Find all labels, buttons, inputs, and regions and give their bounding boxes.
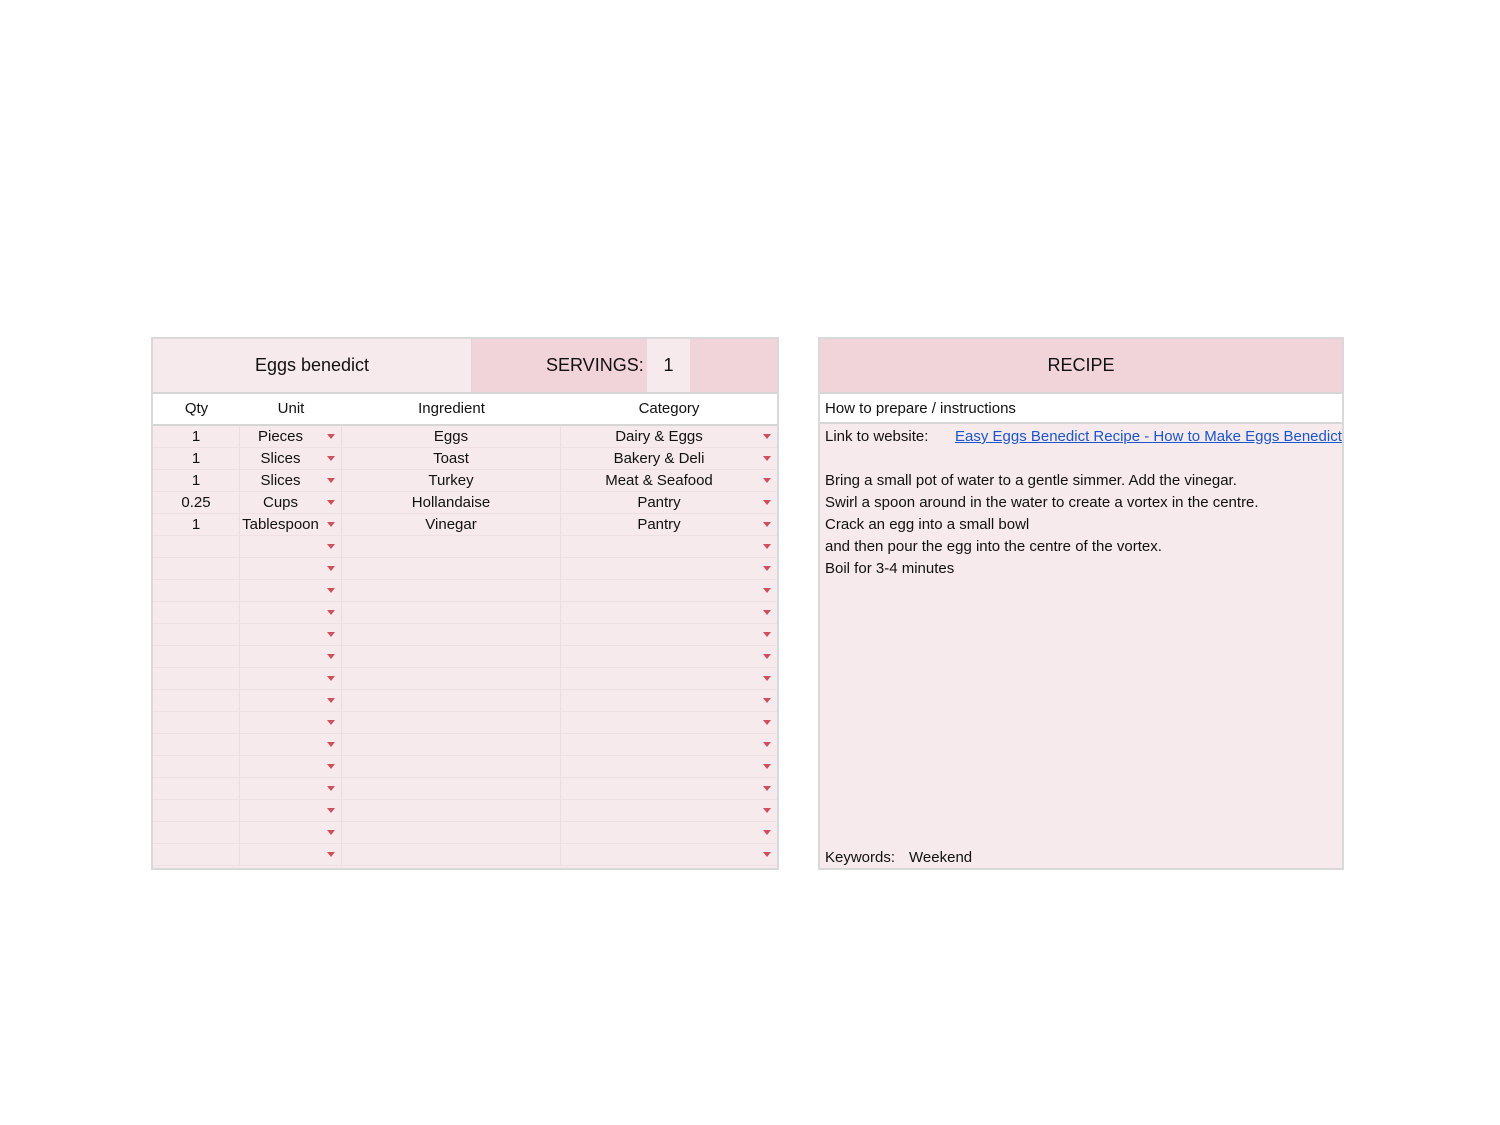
unit-dropdown[interactable]: [240, 646, 342, 667]
category-dropdown[interactable]: [561, 800, 777, 821]
ingredient-value: Turkey: [428, 472, 474, 489]
dropdown-arrow-icon[interactable]: [327, 478, 335, 483]
ingredient-row: [153, 492, 777, 514]
unit-dropdown[interactable]: [240, 602, 342, 623]
unit-dropdown[interactable]: [240, 668, 342, 689]
dropdown-arrow-icon[interactable]: [763, 632, 771, 637]
unit-dropdown[interactable]: [240, 734, 342, 755]
qty-cell[interactable]: [153, 712, 240, 733]
dropdown-arrow-icon[interactable]: [763, 720, 771, 725]
dropdown-arrow-icon[interactable]: [327, 632, 335, 637]
ingredient-cell[interactable]: [342, 712, 561, 733]
unit-dropdown[interactable]: [240, 712, 342, 733]
unit-dropdown[interactable]: [240, 470, 342, 491]
qty-cell[interactable]: [153, 646, 240, 667]
ingredient-row: [153, 536, 777, 558]
dropdown-arrow-icon[interactable]: [763, 478, 771, 483]
category-dropdown[interactable]: [561, 580, 777, 601]
ingredient-row: [153, 690, 777, 712]
category-dropdown[interactable]: [561, 822, 777, 843]
ingredient-value: Hollandaise: [411, 494, 491, 511]
qty-cell[interactable]: [153, 624, 240, 645]
dropdown-arrow-icon[interactable]: [327, 522, 335, 527]
dropdown-arrow-icon[interactable]: [763, 742, 771, 747]
unit-value: Pieces: [257, 428, 304, 445]
category-dropdown[interactable]: [561, 734, 777, 755]
category-dropdown[interactable]: [561, 690, 777, 711]
keywords-value[interactable]: Weekend: [909, 849, 973, 866]
dropdown-arrow-icon[interactable]: [763, 698, 771, 703]
ingredient-row: [153, 756, 777, 778]
dropdown-arrow-icon[interactable]: [327, 742, 335, 747]
instruction-step: and then pour the egg into the centre of the vortex.: [825, 538, 1162, 555]
qty-cell[interactable]: [153, 426, 240, 447]
category-dropdown[interactable]: [561, 426, 777, 447]
ingredient-row: [153, 734, 777, 756]
ingredient-value: Vinegar: [425, 516, 477, 533]
dropdown-arrow-icon[interactable]: [327, 852, 335, 857]
qty-cell[interactable]: [153, 756, 240, 777]
category-dropdown[interactable]: [561, 558, 777, 579]
ingredient-row: [153, 624, 777, 646]
qty-cell[interactable]: [153, 778, 240, 799]
qty-cell[interactable]: [153, 514, 240, 535]
link-label: Link to website:: [825, 428, 929, 445]
ingredient-column-header: Ingredient: [418, 400, 485, 417]
ingredient-row: [153, 470, 777, 492]
dropdown-arrow-icon[interactable]: [327, 500, 335, 505]
ingredient-row: [153, 448, 777, 470]
ingredient-cell[interactable]: [342, 734, 561, 755]
dropdown-arrow-icon[interactable]: [763, 610, 771, 615]
dropdown-arrow-icon[interactable]: [327, 764, 335, 769]
unit-dropdown[interactable]: [240, 514, 342, 535]
qty-cell[interactable]: [153, 690, 240, 711]
unit-dropdown[interactable]: [240, 558, 342, 579]
dropdown-arrow-icon[interactable]: [763, 588, 771, 593]
ingredient-value: Toast: [433, 450, 469, 467]
ingredient-cell[interactable]: [342, 690, 561, 711]
unit-dropdown[interactable]: [240, 448, 342, 469]
ingredient-cell[interactable]: [342, 844, 561, 865]
qty-value: 1: [191, 472, 201, 489]
ingredient-row: [153, 712, 777, 734]
dropdown-arrow-icon[interactable]: [763, 852, 771, 857]
dropdown-arrow-icon[interactable]: [763, 456, 771, 461]
dropdown-arrow-icon[interactable]: [327, 434, 335, 439]
ingredient-cell[interactable]: [342, 756, 561, 777]
ingredient-row: [153, 426, 777, 448]
ingredient-row: [153, 646, 777, 668]
unit-value: Tablespoon: [242, 516, 319, 533]
ingredient-row: [153, 844, 777, 866]
dropdown-arrow-icon[interactable]: [327, 786, 335, 791]
ingredient-row: [153, 558, 777, 580]
recipe-title-cell[interactable]: Eggs benedict: [153, 339, 472, 392]
unit-column-header: Unit: [277, 400, 305, 417]
category-value: Pantry: [637, 516, 681, 533]
category-dropdown[interactable]: [561, 470, 777, 491]
servings-label: SERVINGS:: [546, 355, 644, 375]
qty-cell[interactable]: [153, 602, 240, 623]
category-dropdown[interactable]: [561, 646, 777, 667]
unit-dropdown[interactable]: [240, 690, 342, 711]
dropdown-arrow-icon[interactable]: [327, 676, 335, 681]
ingredient-row: [153, 822, 777, 844]
ingredient-row: [153, 668, 777, 690]
dropdown-arrow-icon[interactable]: [763, 808, 771, 813]
ingredient-cell[interactable]: [342, 624, 561, 645]
category-dropdown[interactable]: [561, 492, 777, 513]
ingredient-cell[interactable]: [342, 470, 561, 491]
dropdown-arrow-icon[interactable]: [763, 434, 771, 439]
unit-dropdown[interactable]: [240, 822, 342, 843]
dropdown-arrow-icon[interactable]: [327, 566, 335, 571]
qty-cell[interactable]: [153, 844, 240, 865]
recipe-website-link[interactable]: Easy Eggs Benedict Recipe - How to Make Eggs Benedict: [955, 428, 1342, 445]
category-dropdown[interactable]: [561, 602, 777, 623]
website-link-row: [820, 426, 1342, 448]
category-dropdown[interactable]: [561, 514, 777, 535]
category-dropdown[interactable]: [561, 668, 777, 689]
qty-value: 0.25: [181, 494, 211, 511]
category-dropdown[interactable]: [561, 756, 777, 777]
dropdown-arrow-icon[interactable]: [327, 698, 335, 703]
qty-cell[interactable]: [153, 492, 240, 513]
unit-value: Slices: [260, 450, 301, 467]
ingredient-cell[interactable]: [342, 822, 561, 843]
unit-dropdown[interactable]: [240, 624, 342, 645]
dropdown-arrow-icon[interactable]: [763, 654, 771, 659]
qty-value: 1: [191, 450, 201, 467]
servings-area: [472, 339, 777, 392]
ingredient-cell[interactable]: [342, 426, 561, 447]
category-value: Meat & Seafood: [605, 472, 713, 489]
qty-value: 1: [191, 516, 201, 533]
ingredient-cell[interactable]: [342, 448, 561, 469]
instruction-step: Bring a small pot of water to a gentle simmer. Add the vinegar.: [825, 472, 1237, 489]
ingredient-cell[interactable]: [342, 580, 561, 601]
dropdown-arrow-icon[interactable]: [763, 566, 771, 571]
dropdown-arrow-icon[interactable]: [327, 610, 335, 615]
qty-cell[interactable]: [153, 734, 240, 755]
keywords-row: [825, 847, 972, 869]
unit-dropdown[interactable]: [240, 800, 342, 821]
dropdown-arrow-icon[interactable]: [763, 544, 771, 549]
recipe-panel-header: RECIPE: [820, 339, 1342, 394]
dropdown-arrow-icon[interactable]: [327, 830, 335, 835]
dropdown-arrow-icon[interactable]: [763, 764, 771, 769]
instructions-title: How to prepare / instructions: [820, 394, 1342, 424]
unit-value: Slices: [260, 472, 301, 489]
unit-dropdown[interactable]: [240, 756, 342, 777]
qty-cell[interactable]: [153, 822, 240, 843]
instruction-step: Swirl a spoon around in the water to create a vortex in the centre.: [825, 494, 1259, 511]
category-dropdown[interactable]: [561, 448, 777, 469]
ingredient-row: [153, 778, 777, 800]
unit-dropdown[interactable]: [240, 844, 342, 865]
ingredient-row: [153, 602, 777, 624]
ingredient-cell[interactable]: [342, 536, 561, 557]
qty-column-header: Qty: [184, 400, 209, 417]
recipe-title-bar: [153, 339, 777, 394]
dropdown-arrow-icon[interactable]: [763, 676, 771, 681]
ingredient-cell[interactable]: [342, 778, 561, 799]
unit-dropdown[interactable]: [240, 778, 342, 799]
dropdown-arrow-icon[interactable]: [327, 720, 335, 725]
category-dropdown[interactable]: [561, 778, 777, 799]
dropdown-arrow-icon[interactable]: [763, 786, 771, 791]
unit-value: Cups: [262, 494, 299, 511]
qty-cell[interactable]: [153, 800, 240, 821]
category-column-header: Category: [638, 400, 700, 417]
category-value: Bakery & Deli: [613, 450, 705, 467]
ingredient-cell[interactable]: [342, 514, 561, 535]
dropdown-arrow-icon[interactable]: [327, 808, 335, 813]
instruction-step: Boil for 3-4 minutes: [825, 560, 955, 577]
instruction-step: Crack an egg into a small bowl: [825, 516, 1030, 533]
category-dropdown[interactable]: [561, 844, 777, 865]
dropdown-arrow-icon[interactable]: [763, 830, 771, 835]
recipe-panel: [818, 337, 1344, 870]
dropdown-arrow-icon[interactable]: [327, 654, 335, 659]
ingredients-table-body: [153, 426, 777, 866]
qty-cell[interactable]: [153, 470, 240, 491]
category-dropdown[interactable]: [561, 536, 777, 557]
qty-cell[interactable]: [153, 558, 240, 579]
keywords-label: Keywords:: [825, 849, 896, 866]
dropdown-arrow-icon[interactable]: [763, 500, 771, 505]
servings-value-cell[interactable]: 1: [647, 339, 690, 392]
dropdown-arrow-icon[interactable]: [327, 456, 335, 461]
category-dropdown[interactable]: [561, 712, 777, 733]
ingredient-cell[interactable]: [342, 558, 561, 579]
unit-dropdown[interactable]: [240, 536, 342, 557]
qty-cell[interactable]: [153, 580, 240, 601]
dropdown-arrow-icon[interactable]: [763, 522, 771, 527]
ingredient-row: [153, 580, 777, 602]
qty-value: 1: [191, 428, 201, 445]
ingredient-row: [153, 514, 777, 536]
category-value: Dairy & Eggs: [615, 428, 703, 445]
ingredient-cell[interactable]: [342, 800, 561, 821]
unit-dropdown[interactable]: [240, 580, 342, 601]
ingredient-value: Eggs: [433, 428, 469, 445]
instruction-steps[interactable]: [825, 470, 1340, 580]
unit-dropdown[interactable]: [240, 426, 342, 447]
dropdown-arrow-icon[interactable]: [327, 544, 335, 549]
qty-cell[interactable]: [153, 536, 240, 557]
dropdown-arrow-icon[interactable]: [327, 588, 335, 593]
category-dropdown[interactable]: [561, 624, 777, 645]
qty-cell[interactable]: [153, 668, 240, 689]
category-value: Pantry: [637, 494, 681, 511]
ingredient-cell[interactable]: [342, 492, 561, 513]
ingredient-cell[interactable]: [342, 646, 561, 667]
ingredient-row: [153, 800, 777, 822]
unit-dropdown[interactable]: [240, 492, 342, 513]
ingredient-cell[interactable]: [342, 668, 561, 689]
ingredients-column-header: [153, 394, 777, 426]
ingredient-cell[interactable]: [342, 602, 561, 623]
ingredients-panel: [151, 337, 779, 870]
qty-cell[interactable]: [153, 448, 240, 469]
